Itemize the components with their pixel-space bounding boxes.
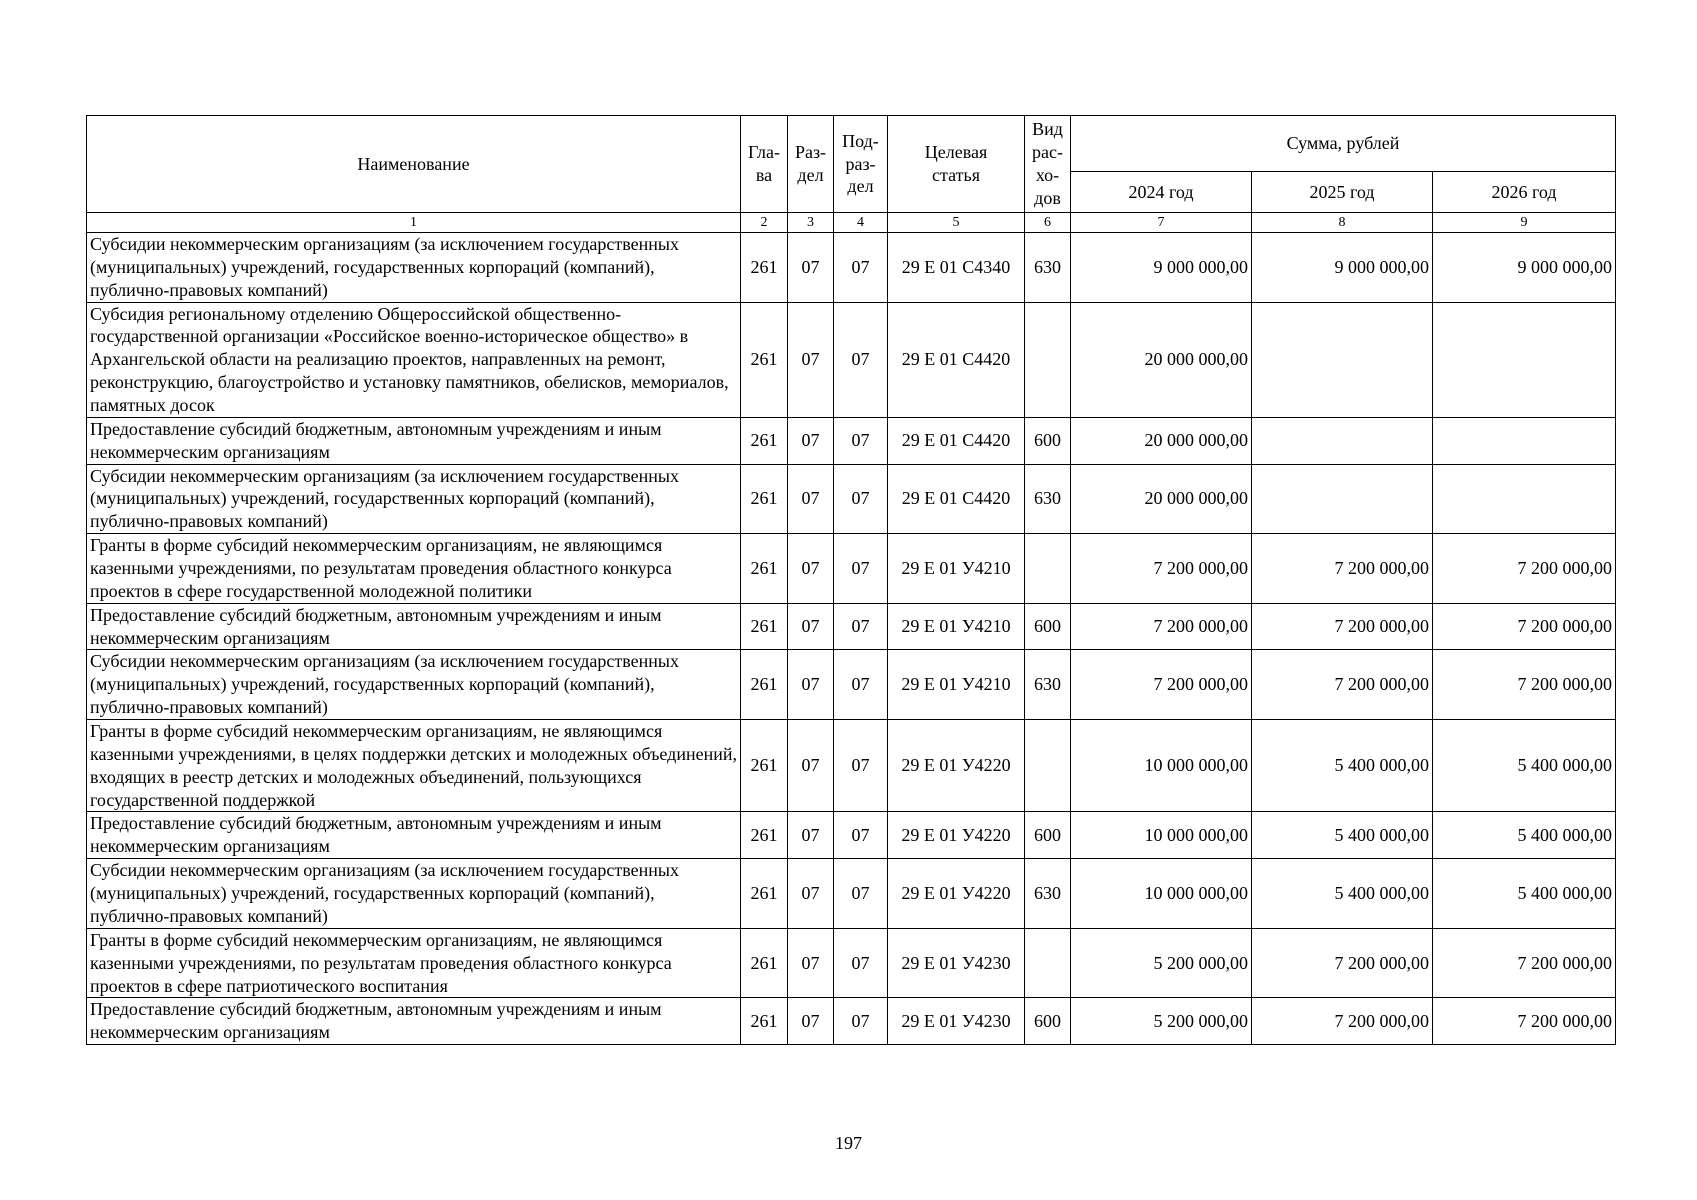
row-expense-type [1025,534,1071,604]
row-subsection: 07 [834,603,888,650]
row-target: 29 Е 01 У4220 [888,812,1025,859]
row-chapter: 261 [741,812,788,859]
table-row [87,534,1616,604]
row-target: 29 Е 01 С4420 [888,464,1025,534]
row-name: Гранты в форме субсидий некоммерческим организациям, не являющимся казенными учреждениями, по результатам проведения областного конкурса проектов в сфере патриотического воспитания [87,928,741,998]
row-chapter: 261 [741,859,788,929]
column-number: 9 [1433,213,1616,233]
row-expense-type: 630 [1025,859,1071,929]
table-row [87,650,1616,720]
row-section: 07 [788,812,834,859]
row-amount-2025 [1252,417,1433,464]
header-subsection-label: Под- раз- дел [842,130,879,197]
row-subsection: 07 [834,650,888,720]
row-chapter: 261 [741,534,788,604]
column-number: 6 [1025,213,1071,233]
header-section-label: Раз- дел [794,142,827,185]
header-target-label: Целевая статья [924,142,988,185]
row-target: 29 Е 01 У4220 [888,720,1025,812]
row-amount-2025: 7 200 000,00 [1252,650,1433,720]
table-row [87,464,1616,534]
row-name: Предоставление субсидий бюджетным, автономным учреждениям и иным некоммерческим организациям [87,998,741,1045]
row-chapter: 261 [741,464,788,534]
column-number: 3 [788,213,834,233]
row-target: 29 Е 01 У4210 [888,534,1025,604]
row-amount-2024: 7 200 000,00 [1071,534,1252,604]
row-chapter: 261 [741,720,788,812]
header-name: Наименование [87,116,741,213]
row-subsection: 07 [834,233,888,303]
row-expense-type: 630 [1025,650,1071,720]
row-section: 07 [788,859,834,929]
row-amount-2024: 20 000 000,00 [1071,417,1252,464]
table-row [87,417,1616,464]
row-chapter: 261 [741,928,788,998]
row-section: 07 [788,998,834,1045]
header-year-2024: 2024 год [1071,172,1252,213]
table-body [87,233,1616,1045]
row-section: 07 [788,650,834,720]
row-amount-2024: 5 200 000,00 [1071,998,1252,1045]
row-amount-2026: 7 200 000,00 [1433,650,1616,720]
row-target: 29 Е 01 У4230 [888,928,1025,998]
header-year-2026: 2026 год [1433,172,1616,213]
row-amount-2026: 7 200 000,00 [1433,998,1616,1045]
row-name: Гранты в форме субсидий некоммерческим организациям, не являющимся казенными учреждениями, по результатам проведения областного конкурса проектов в сфере государственной молодежной политики [87,534,741,604]
row-name: Предоставление субсидий бюджетным, автономным учреждениям и иным некоммерческим организациям [87,603,741,650]
row-amount-2024: 20 000 000,00 [1071,464,1252,534]
row-name: Предоставление субсидий бюджетным, автономным учреждениям и иным некоммерческим организациям [87,812,741,859]
row-chapter: 261 [741,650,788,720]
row-amount-2024: 10 000 000,00 [1071,859,1252,929]
row-expense-type: 630 [1025,464,1071,534]
row-target: 29 Е 01 У4230 [888,998,1025,1045]
row-amount-2025 [1252,464,1433,534]
row-amount-2025: 5 400 000,00 [1252,812,1433,859]
row-subsection: 07 [834,859,888,929]
header-target [888,116,1025,213]
table-header [87,116,1616,233]
row-chapter: 261 [741,302,788,417]
column-number-row [87,213,1616,233]
row-amount-2024: 7 200 000,00 [1071,603,1252,650]
row-section: 07 [788,417,834,464]
row-chapter: 261 [741,417,788,464]
header-expense-type-label: Вид рас- хо- дов [1032,119,1063,208]
row-amount-2025: 7 200 000,00 [1252,928,1433,998]
header-subsection [834,116,888,213]
row-section: 07 [788,534,834,604]
column-number: 1 [87,213,741,233]
row-expense-type: 600 [1025,417,1071,464]
row-amount-2025: 7 200 000,00 [1252,534,1433,604]
row-expense-type [1025,928,1071,998]
row-amount-2025: 5 400 000,00 [1252,859,1433,929]
row-subsection: 07 [834,417,888,464]
row-section: 07 [788,233,834,303]
row-name: Субсидии некоммерческим организациям (за исключением государственных (муниципальных) учреждений, государственных корпораций (компаний), публично-правовых компаний) [87,233,741,303]
row-amount-2024: 5 200 000,00 [1071,928,1252,998]
table-row [87,859,1616,929]
header-section [788,116,834,213]
row-target: 29 Е 01 С4420 [888,302,1025,417]
row-amount-2026: 7 200 000,00 [1433,928,1616,998]
row-amount-2026: 5 400 000,00 [1433,720,1616,812]
table-row [87,720,1616,812]
table-row [87,233,1616,303]
column-number: 2 [741,213,788,233]
row-expense-type: 600 [1025,812,1071,859]
table-row [87,998,1616,1045]
row-name: Субсидии некоммерческим организациям (за исключением государственных (муниципальных) учреждений, государственных корпораций (компаний), публично-правовых компаний) [87,464,741,534]
row-section: 07 [788,464,834,534]
row-subsection: 07 [834,720,888,812]
row-subsection: 07 [834,812,888,859]
row-section: 07 [788,302,834,417]
row-amount-2025: 5 400 000,00 [1252,720,1433,812]
row-target: 29 Е 01 У4220 [888,859,1025,929]
table-row [87,302,1616,417]
row-amount-2025: 9 000 000,00 [1252,233,1433,303]
row-expense-type [1025,302,1071,417]
row-name: Субсидии некоммерческим организациям (за исключением государственных (муниципальных) учреждений, государственных корпораций (компаний), публично-правовых компаний) [87,650,741,720]
row-target: 29 Е 01 У4210 [888,603,1025,650]
row-chapter: 261 [741,603,788,650]
row-section: 07 [788,603,834,650]
row-amount-2025: 7 200 000,00 [1252,603,1433,650]
column-number: 4 [834,213,888,233]
row-amount-2024: 7 200 000,00 [1071,650,1252,720]
row-target: 29 Е 01 С4420 [888,417,1025,464]
row-chapter: 261 [741,998,788,1045]
row-amount-2024: 20 000 000,00 [1071,302,1252,417]
row-subsection: 07 [834,928,888,998]
table-row [87,603,1616,650]
row-amount-2026: 7 200 000,00 [1433,603,1616,650]
row-chapter: 261 [741,233,788,303]
row-subsection: 07 [834,464,888,534]
column-number: 8 [1252,213,1433,233]
row-name: Субсидия региональному отделению Общероссийской общественно-государственной организации «Российское военно-историческое общество» в Архангельской области на реализацию проектов, направленных на ремонт, реконструкцию, благоустройство и установку памятников, обелисков, мемориалов, памятных досок [87,302,741,417]
row-subsection: 07 [834,302,888,417]
header-year-2025: 2025 год [1252,172,1433,213]
row-amount-2025 [1252,302,1433,417]
column-number: 5 [888,213,1025,233]
row-amount-2026: 5 400 000,00 [1433,812,1616,859]
row-target: 29 Е 01 У4210 [888,650,1025,720]
row-amount-2024: 10 000 000,00 [1071,720,1252,812]
row-expense-type: 600 [1025,603,1071,650]
row-amount-2026: 5 400 000,00 [1433,859,1616,929]
row-expense-type [1025,720,1071,812]
row-amount-2026 [1433,464,1616,534]
header-chapter [741,116,788,213]
row-name: Гранты в форме субсидий некоммерческим организациям, не являющимся казенными учреждениями, в целях поддержки детских и молодежных объединений, входящих в реестр детских и молодежных объединений, пользующихся государственной поддержкой [87,720,741,812]
row-amount-2026 [1433,302,1616,417]
row-name: Субсидии некоммерческим организациям (за исключением государственных (муниципальных) учреждений, государственных корпораций (компаний), публично-правовых компаний) [87,859,741,929]
row-name: Предоставление субсидий бюджетным, автономным учреждениям и иным некоммерческим организациям [87,417,741,464]
budget-table [86,115,1616,1045]
row-subsection: 07 [834,998,888,1045]
row-amount-2024: 10 000 000,00 [1071,812,1252,859]
table-row [87,812,1616,859]
row-section: 07 [788,928,834,998]
row-amount-2024: 9 000 000,00 [1071,233,1252,303]
row-amount-2026: 9 000 000,00 [1433,233,1616,303]
row-section: 07 [788,720,834,812]
row-amount-2025: 7 200 000,00 [1252,998,1433,1045]
row-amount-2026: 7 200 000,00 [1433,534,1616,604]
row-expense-type: 630 [1025,233,1071,303]
table-row [87,928,1616,998]
row-target: 29 Е 01 С4340 [888,233,1025,303]
row-subsection: 07 [834,534,888,604]
page-number: 197 [835,1133,862,1153]
header-sum: Сумма, рублей [1071,116,1616,172]
header-expense-type [1025,116,1071,213]
row-amount-2026 [1433,417,1616,464]
row-expense-type: 600 [1025,998,1071,1045]
header-chapter-label: Гла- ва [747,142,781,185]
column-number: 7 [1071,213,1252,233]
